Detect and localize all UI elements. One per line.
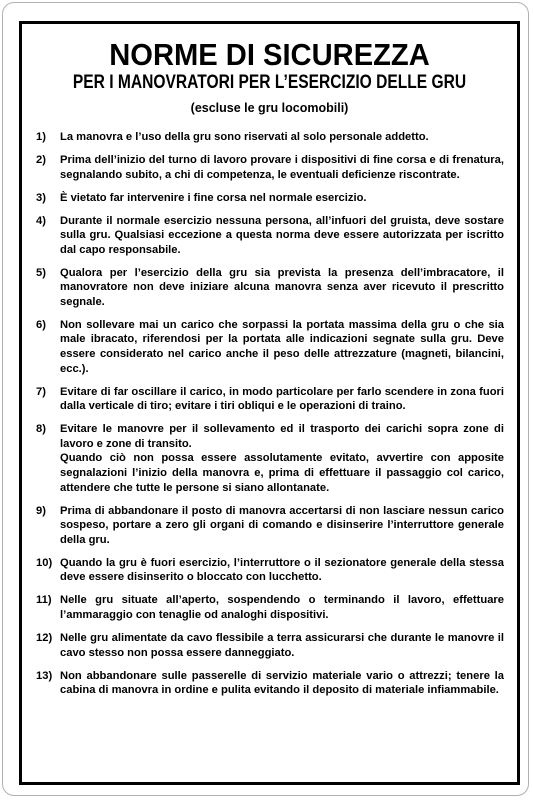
rule-text [60, 422, 504, 495]
rule-number: 1) [36, 131, 46, 143]
rule-item [36, 266, 504, 310]
rule-text: Nelle gru situate all’aperto, sospendendo o terminando il lavoro, effettuare l’ammaraggio con tenaglie od analoghi dispositivi. [60, 594, 504, 621]
rule-number: 12) [36, 631, 53, 644]
safety-sign [2, 2, 529, 796]
rule-number: 10) [36, 556, 53, 569]
rule-item [36, 191, 504, 206]
rule-text: Quando la gru è fuori esercizio, l’interruttore o il sezionatore generale della stessa deve essere disinserito o bloccato con lucchetto. [60, 556, 504, 584]
rule-text: La manovra e l’uso della gru sono riservati al solo personale addetto. [60, 131, 429, 143]
sign-border-frame [19, 21, 520, 785]
sign-subtitle: PER I MANOVRATORI PER L’ESERCIZIO DELLE GRU [72, 72, 467, 93]
rule-item [36, 422, 504, 495]
rule-item [36, 593, 504, 622]
rule-number: 11) [36, 594, 52, 607]
rule-text: Non sollevare mai un carico che sorpassi la portata massima della gru o che sia male ibracato, riferendosi per la portata alle indicazioni segnate sulla gru. Deve essere considerato nel carico anche il peso delle attrezzature (magneti, bilancini, ecc.). [60, 318, 504, 375]
rule-item [36, 631, 504, 660]
rule-text: È vietato far intervenire i fine corsa nel normale esercizio. [60, 191, 367, 204]
rule-number: 7) [36, 385, 46, 398]
rule-item [36, 153, 504, 182]
rule-item [36, 504, 504, 548]
rule-text: Prima dell’inizio del turno di lavoro provare i dispositivi di fine corsa e di frenatura, segnalando subito, a chi di competenza, le eventuali deficienze riscontrate. [60, 153, 504, 181]
rule-item [36, 669, 504, 698]
rule-text: Nelle gru alimentate da cavo flessibile a terra assicurarsi che durante le manovre il cavo stesso non possa essere danneggiato. [60, 631, 504, 659]
rule-text-paragraph: Evitare le manovre per il sollevamento ed il trasporto dei carichi sopra zone di lavoro e zone di transito. [60, 423, 504, 450]
rule-item [36, 556, 504, 585]
rule-number: 5) [36, 266, 46, 279]
rule-item [36, 385, 504, 414]
rule-text: Evitare di far oscillare il carico, in modo particolare per farlo scendere in zona fuori dalla verticale di tiro; evitare i tiri obliqui e le operazioni di traino. [60, 385, 504, 413]
rule-number: 9) [36, 504, 46, 517]
rule-number: 13) [36, 669, 53, 682]
rule-number: 4) [36, 214, 46, 227]
sign-note: (escluse le gru locomobili) [190, 101, 349, 115]
rule-number: 6) [36, 318, 46, 331]
rule-number: 8) [36, 423, 46, 436]
rule-text-paragraph: Quando ciò non possa essere assolutamente evitato, avvertire con apposite segnalazioni l’inizio della manovra e, prima di effettuare il passaggio col carico, attendere che tutte le persone si siano allontanate. [60, 452, 504, 494]
rule-item [36, 318, 504, 376]
rule-number: 3) [36, 191, 46, 204]
rule-text: Qualora per l’esercizio della gru sia prevista la presenza dell’imbracatore, il manovratore non deve iniziare alcuna manovra senza aver ricevuto il prescritto segnale. [60, 266, 504, 308]
rule-number: 2) [36, 153, 46, 166]
sign-title: NORME DI SICUREZZA [109, 37, 430, 72]
rule-text: Durante il normale esercizio nessuna persona, all’infuori del gruista, deve sostare sulla gru. Qualsiasi eccezione a questa norma deve essere autorizzata per iscritto dal capo responsabile. [60, 214, 504, 256]
rules-list [22, 130, 517, 698]
rule-text: Non abbandonare sulle passerelle di servizio materiale vario o attrezzi; tenere la cabina di manovra in ordine e pulita evitando il deposito di materiale infiammabile. [60, 669, 504, 697]
rule-text: Prima di abbandonare il posto di manovra accertarsi di non lasciare nessun carico sospeso, portare a zero gli organi di comando e disinserire l’interruttore generale della gru. [60, 504, 504, 546]
rule-item [36, 130, 504, 145]
rule-item [36, 214, 504, 258]
